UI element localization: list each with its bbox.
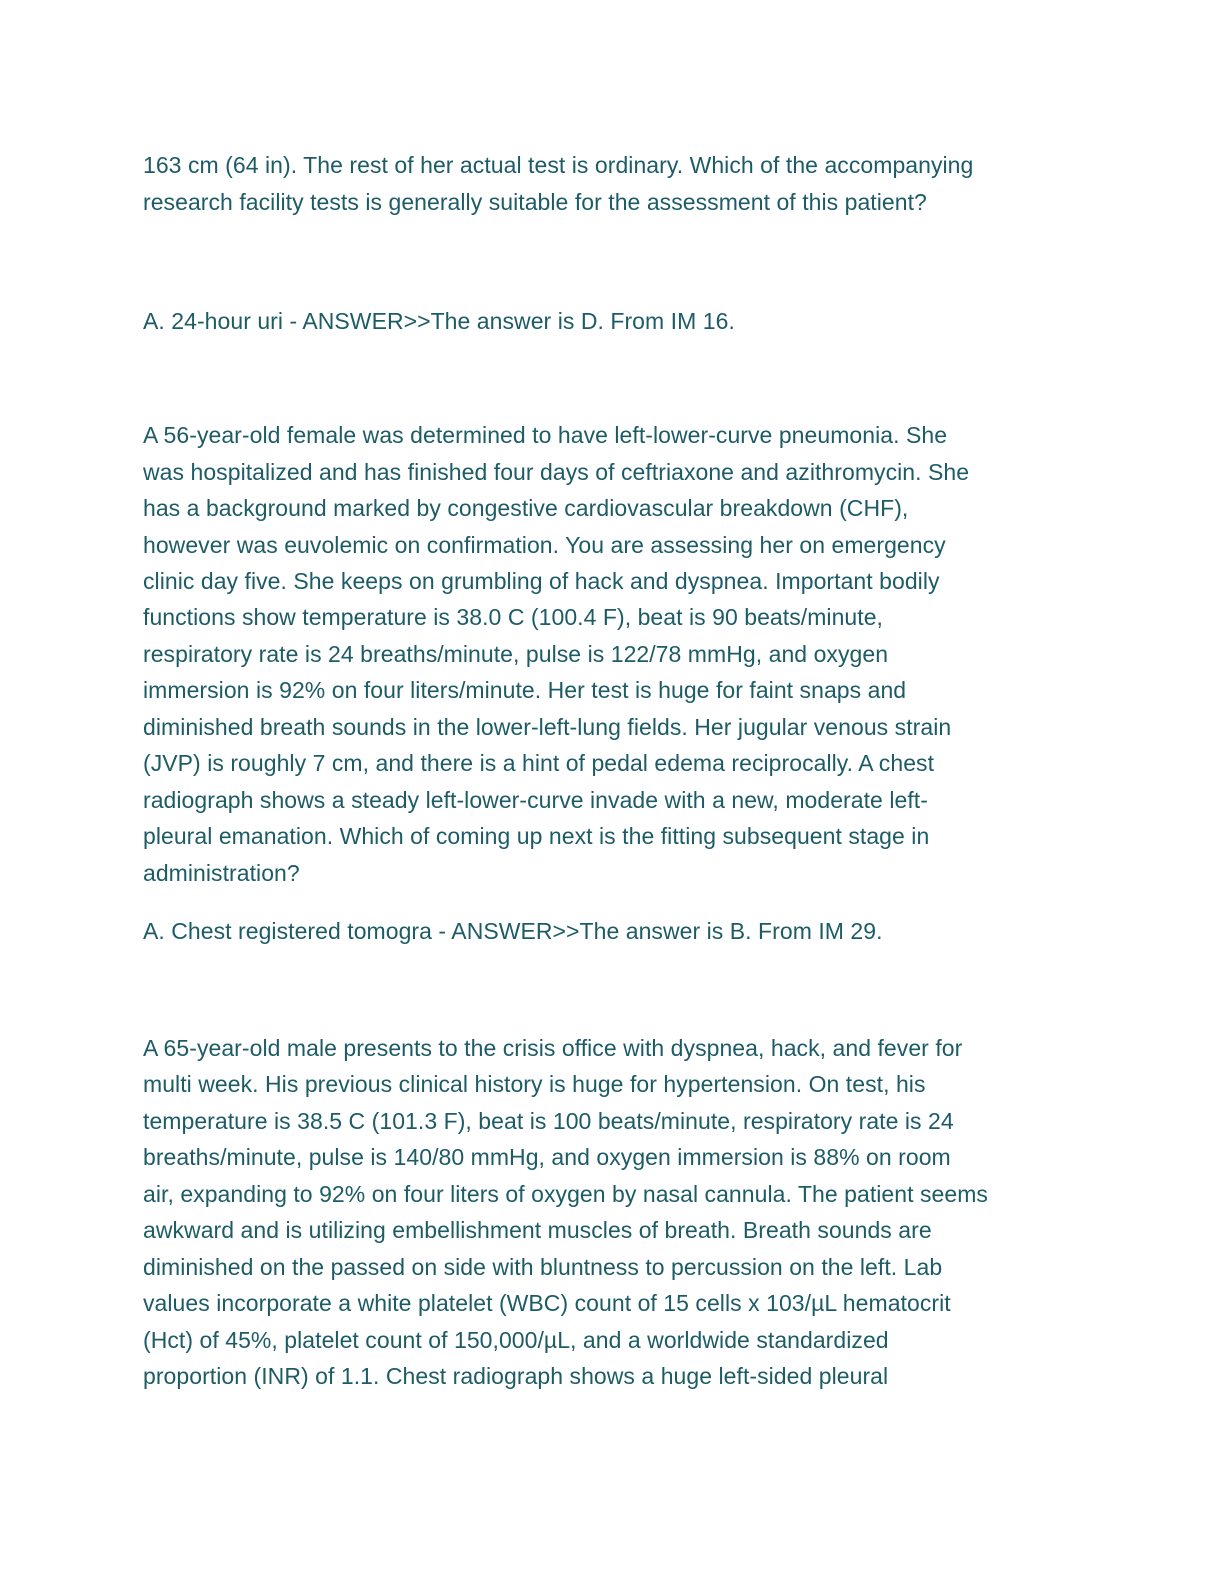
text-line: 163 cm (64 in). The rest of her actual test is ordinary. Which of the accompanying (143, 152, 974, 178)
text-line: breaths/minute, pulse is 140/80 mmHg, and oxygen immersion is 88% on room (143, 1144, 951, 1170)
text-line: values incorporate a white platelet (WBC) count of 15 cells x 103/µL hematocrit (143, 1290, 951, 1316)
text-line: multi week. His previous clinical history is huge for hypertension. On test, his (143, 1071, 926, 1097)
answer-text: A. Chest registered tomogra - ANSWER>>The answer is B. From IM 29. (143, 918, 883, 944)
text-line: temperature is 38.5 C (101.3 F), beat is 100 beats/minute, respiratory rate is 24 (143, 1108, 954, 1134)
text-line: clinic day five. She keeps on grumbling of hack and dyspnea. Important bodily (143, 568, 940, 594)
text-line: however was euvolemic on confirmation. You are assessing her on emergency (143, 532, 946, 558)
text-line: proportion (INR) of 1.1. Chest radiograph shows a huge left-sided pleural (143, 1363, 889, 1389)
text-line: respiratory rate is 24 breaths/minute, pulse is 122/78 mmHg, and oxygen (143, 641, 889, 667)
text-line: diminished breath sounds in the lower-left-lung fields. Her jugular venous strain (143, 714, 952, 740)
text-line: functions show temperature is 38.0 C (100.4 F), beat is 90 beats/minute, (143, 604, 883, 630)
text-line: (Hct) of 45%, platelet count of 150,000/µL, and a worldwide standardized (143, 1327, 889, 1353)
text-line: awkward and is utilizing embellishment muscles of breath. Breath sounds are (143, 1217, 932, 1243)
answer-text: A. 24-hour uri - ANSWER>>The answer is D. From IM 16. (143, 308, 735, 334)
text-line: A 56-year-old female was determined to have left-lower-curve pneumonia. She (143, 422, 948, 448)
text-line: administration? (143, 860, 300, 886)
text-line: research facility tests is generally suitable for the assessment of this patient? (143, 189, 927, 215)
text-line: radiograph shows a steady left-lower-curve invade with a new, moderate left- (143, 787, 928, 813)
text-line: immersion is 92% on four liters/minute. Her test is huge for faint snaps and (143, 677, 907, 703)
text-line: has a background marked by congestive cardiovascular breakdown (CHF), (143, 495, 909, 521)
text-line: air, expanding to 92% on four liters of oxygen by nasal cannula. The patient seems (143, 1181, 988, 1207)
text-line: was hospitalized and has finished four days of ceftriaxone and azithromycin. She (143, 459, 970, 485)
text-line: pleural emanation. Which of coming up next is the fitting subsequent stage in (143, 823, 930, 849)
text-line: A 65-year-old male presents to the crisis office with dyspnea, hack, and fever for (143, 1035, 963, 1061)
text-line: (JVP) is roughly 7 cm, and there is a hint of pedal edema reciprocally. A chest (143, 750, 935, 776)
text-line: diminished on the passed on side with bluntness to percussion on the left. Lab (143, 1254, 943, 1280)
